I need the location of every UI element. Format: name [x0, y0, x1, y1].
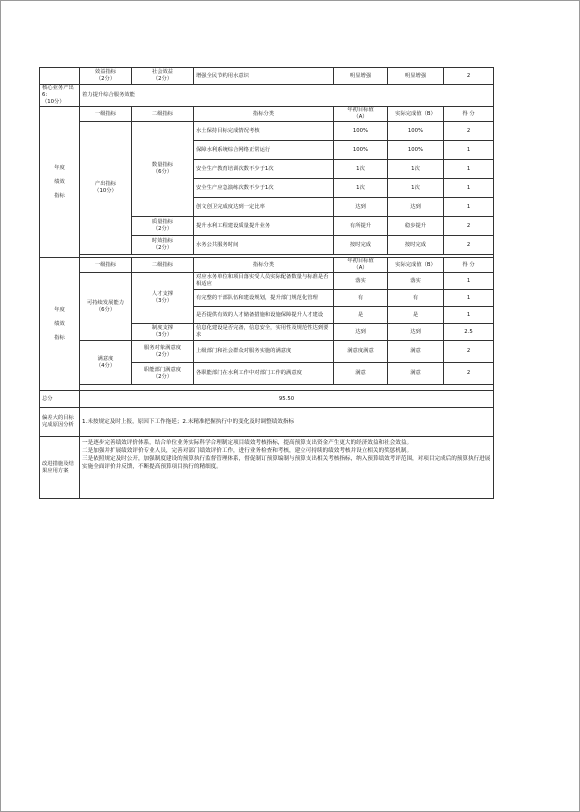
target-cell: 按时完成 — [334, 236, 388, 255]
actual-cell: 100% — [388, 122, 444, 141]
core-output-text: 着力提升综合服务效能 — [80, 85, 494, 107]
core-output-row — [40, 85, 494, 107]
improvement-row — [40, 437, 494, 499]
score-cell: 1 — [444, 290, 494, 307]
indicator-cell: 上级部门和社会群众对服务实施的满意度 — [194, 341, 334, 363]
target-cell: 达到 — [334, 324, 388, 341]
header-indicator: 指标分类 — [194, 258, 334, 273]
indicator-cell: 有完整的干部队伍和建设规划，提升部门规范化管理 — [194, 290, 334, 307]
score-cell: 2 — [444, 68, 494, 85]
actual-cell: 落实 — [388, 273, 444, 290]
actual-cell: 明显增强 — [388, 68, 444, 85]
department-satisfaction-label: 职能部门满意度 （2分） — [132, 363, 194, 385]
indicator-cell: 各职能部门在水利工作中对部门工作的满意度 — [194, 363, 334, 385]
indicator-cell: 增强全民节约用水意识 — [194, 68, 334, 85]
table-row — [40, 68, 494, 85]
score-cell: 1 — [444, 141, 494, 160]
score-cell: 2 — [444, 363, 494, 385]
actual-cell: 100% — [388, 141, 444, 160]
actual-cell: 有 — [388, 290, 444, 307]
system-support-label: 制度支撑 （3分） — [132, 324, 194, 341]
indicator-cell: 信息化建设是否完备，信息安全，实用性及规范性达到要求 — [194, 324, 334, 341]
actual-cell: 满意 — [388, 363, 444, 385]
header-actual: 实际完成值（B） — [388, 258, 444, 273]
indicator-cell: 保障水利系统综合网络正常运行 — [194, 141, 334, 160]
target-cell: 有所提升 — [334, 217, 388, 236]
actual-cell: 1次 — [388, 160, 444, 179]
actual-cell: 满意 — [388, 341, 444, 363]
target-cell: 是 — [334, 307, 388, 324]
actual-cell: 1次 — [388, 179, 444, 198]
service-satisfaction-label: 服务对象满意度 （2分） — [132, 341, 194, 363]
total-label: 总分 — [40, 391, 80, 408]
header-target: 年初目标值 （A） — [334, 107, 388, 122]
header-level2: 二级指标 — [132, 258, 194, 273]
talent-support-label: 人才支撑 （3分） — [132, 273, 194, 324]
deviation-text: 1.未按规定及时上报，原因下工作拖延；2.未精准把握执行中的变化及时调整绩效指标 — [80, 408, 494, 437]
indicator-cell: 水土保持目标完成情况考核 — [194, 122, 334, 141]
header-indicator: 指标分类 — [194, 107, 334, 122]
quality-indicator-label: 质量指标 （2分） — [132, 217, 194, 236]
table-header-row — [40, 258, 494, 273]
score-cell: 2 — [444, 341, 494, 363]
target-cell: 满意度满意 — [334, 341, 388, 363]
table-row — [40, 273, 494, 290]
core-output-label: 核心业务产出6: （10分） — [40, 85, 80, 107]
score-cell: 1 — [444, 273, 494, 290]
target-cell: 1次 — [334, 179, 388, 198]
performance-table — [39, 67, 494, 499]
header-level1: 一级指标 — [80, 107, 132, 122]
deviation-row — [40, 408, 494, 437]
category-cell — [40, 68, 80, 85]
target-cell: 落实 — [334, 273, 388, 290]
output-indicator-label: 产出指标 （10分） — [80, 122, 132, 255]
header-level2: 二级指标 — [132, 107, 194, 122]
quantity-indicator-label: 数量指标 （6分） — [132, 122, 194, 217]
total-row — [40, 391, 494, 408]
actual-cell: 是 — [388, 307, 444, 324]
header-score: 得 分 — [444, 107, 494, 122]
actual-cell: 稳步提升 — [388, 217, 444, 236]
satisfaction-label: 满意度 （4分） — [80, 341, 132, 385]
level3-cell: 社会效益 （2分） — [132, 68, 194, 85]
target-cell: 100% — [334, 141, 388, 160]
table-header-row — [40, 107, 494, 122]
target-cell: 满意 — [334, 363, 388, 385]
improvement-label: 改进措施及结果应用方案 — [40, 437, 80, 499]
actual-cell: 达到 — [388, 324, 444, 341]
indicator-cell: 提升水利工程建设质量提升业务 — [194, 217, 334, 236]
header-target: 年初目标值 （A） — [334, 258, 388, 273]
score-cell: 2 — [444, 236, 494, 255]
indicator-cell: 安全生产教育培训次数不少于1次 — [194, 160, 334, 179]
actual-cell: 达到 — [388, 198, 444, 217]
score-cell: 2.5 — [444, 324, 494, 341]
score-cell: 1 — [444, 198, 494, 217]
category-cell: 年度 绩效 指标 — [40, 258, 80, 391]
score-cell: 1 — [444, 307, 494, 324]
improvement-text: 一是逐步完善绩效评价体系，结合单位业务实际科学合理制定项目绩效考核指标，提高预算支出资金产生更大的经济效益和社会效益。 二是加强并扩展绩效评价专业人员，完善对部门绩效评价工作，进行业务检查和考核，建立可持续的绩效考核并设立相关的奖惩机制。 三是依照规定及时公开，加强制度建设的预算执行监督管理体系，督促制订预算编制与预算支出相关考核指标，纳入预算绩效考评范围，对项目完成后的预算执行进展实施全面评价并反馈，不断提高预算项目执行的精细度。 — [80, 437, 494, 499]
indicator-cell: 创文创卫完成度达到一定比率 — [194, 198, 334, 217]
target-cell: 1次 — [334, 160, 388, 179]
header-score: 得 分 — [444, 258, 494, 273]
score-cell: 2 — [444, 217, 494, 236]
table-row — [40, 122, 494, 141]
timeliness-indicator-label: 时效指标 （2分） — [132, 236, 194, 255]
total-value: 95.50 — [80, 391, 494, 408]
indicator-cell: 是否提供有效的人才储备措施和设施保障提升人才建设 — [194, 307, 334, 324]
level2-cell: 效益指标 （2分） — [80, 68, 132, 85]
sustainability-label: 可持续发展能力 （6分） — [80, 273, 132, 341]
target-cell: 100% — [334, 122, 388, 141]
target-cell: 达到 — [334, 198, 388, 217]
actual-cell: 按时完成 — [388, 236, 444, 255]
target-cell: 明显增强 — [334, 68, 388, 85]
indicator-cell: 对应水务单位和项目落实受人员实际配备数量与标准是否相适应 — [194, 273, 334, 290]
table-row — [40, 341, 494, 363]
indicator-cell: 安全生产应急演练次数不少于1次 — [194, 179, 334, 198]
header-actual: 实际完成值（B） — [388, 107, 444, 122]
deviation-label: 偏差大的目标完成原因分析 — [40, 408, 80, 437]
category-cell: 年度 绩效 指标 — [40, 107, 80, 258]
target-cell: 有 — [334, 290, 388, 307]
score-cell: 2 — [444, 122, 494, 141]
indicator-cell: 水务公共服务时间 — [194, 236, 334, 255]
header-level1: 一级指标 — [80, 258, 132, 273]
score-cell: 1 — [444, 179, 494, 198]
score-cell: 1 — [444, 160, 494, 179]
